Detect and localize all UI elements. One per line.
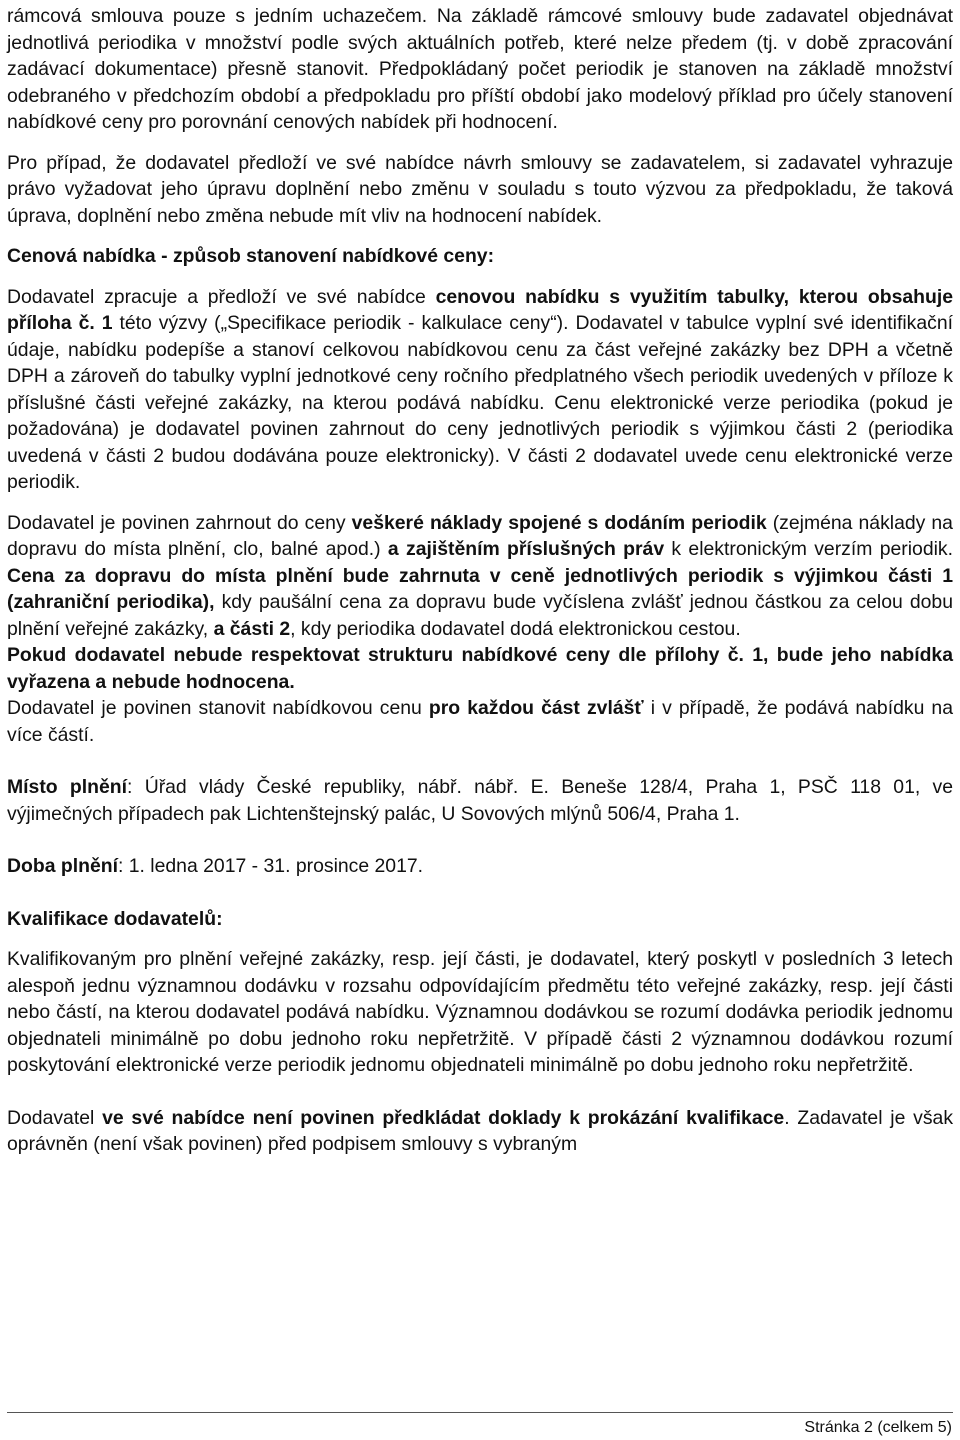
bold-span: a zajištěním příslušných práv	[387, 538, 665, 560]
document-page	[7, 0, 953, 1158]
text-span: . Zadavatel je však oprávněn (není však povinen) před podpisem smlouvy s vybraným	[7, 1106, 954, 1155]
paragraph-place-of-performance	[7, 774, 953, 827]
heading-price-offer: Cenová nabídka - způsob stanovení nabídkové ceny:	[7, 245, 495, 267]
text-span: Dodavatel	[7, 1106, 103, 1129]
term-text: : 1. ledna 2017 - 31. prosince 2017.	[117, 855, 424, 877]
text-span: této výzvy („Specifikace periodik - kalkulace ceny“). Dodavatel v tabulce vyplní své identifikační údaje, nabídku podepíše a stanoví celkovou nabídkovou cenu za část veřejné zakázky bez DPH a včetně DPH a zároveň do tabulky vyplní jednotkové ceny ročního předplatného všech periodik uvedených v příloze k příslušné části veřejné zakázky, na kterou podává nabídku. Cenu elektronické verze periodika (pokud je požadována) je dodavatel povinen zahrnout do ceny jednotlivých periodik s výjimkou části 2 (periodika uvedená v části 2 budou dodávána pouze elektronicky). V části 2 dodavatel uvede cenu elektronické verze periodik.	[7, 312, 953, 493]
text-span: k elektronickým verzím periodik.	[664, 538, 953, 560]
paragraph-price-table	[7, 284, 953, 496]
place-text: : Úřad vlády České republiky, nábř. nábř. E. Beneše 128/4, Praha 1, PSČ 118 01, ve výjimečných případech pak Lichtenštejnský palác, U Sovových mlýnů 506/4, Praha 1.	[7, 776, 954, 825]
text-span: (zejména náklady na dopravu do místa plnění, clo, balné apod.)	[7, 511, 953, 560]
footer-divider	[7, 1412, 953, 1413]
bold-span: cenovou nabídku s využitím tabulky, kterou obsahuje příloha č. 1	[7, 285, 953, 334]
text-span: kdy paušální cena za dopravu bude vyčíslena zvlášť jednou částkou za celou dobu plnění veřejné zakázky,	[7, 591, 953, 640]
paragraph-qualification: Kvalifikovaným pro plnění veřejné zakázky, resp. její části, je dodavatel, který poskytl v posledních 3 letech alespoň jednu významnou dodávku v rozsahu odpovídajícím předmětu této veřejné zakázky, resp. její části nebo částí, na kterou dodavatel podává nabídku. Významnou dodávkou se rozumí dodávka periodik jednomu objednateli minimálně po dobu jednoho roku nepřetržitě. V případě části 2 významnou dodávkou rozumí poskytování elektronické verze periodik jednomu objednateli minimálně po dobu jednoho roku nepřetržitě.	[7, 948, 953, 1076]
bold-span: Cena za dopravu do místa plnění bude zahrnuta v ceně jednotlivých periodik s výjimkou části 1 (zahraniční periodika),	[7, 564, 953, 613]
term-label: Doba plnění	[7, 855, 118, 877]
paragraph-framework-contract: rámcová smlouva pouze s jedním uchazečem. Na základě rámcové smlouvy bude zadavatel objednávat jednotlivá periodika v množství podle svých aktuálních potřeb, které nelze předem (tj. v době zpracování zadávací dokumentace) přesně stanovit. Předpokládaný počet periodik je stanoven na základě množství odebraného v předchozím období a předpokladu pro příští období jako modelový příklad pro účely stanovení nabídkové ceny pro porovnání cenových nabídek při hodnocení.	[7, 5, 953, 133]
bold-span: a části 2	[213, 617, 291, 640]
text-span: Dodavatel zpracuje a předloží ve své nabídce	[7, 285, 436, 308]
bold-span: Pokud dodavatel nebude respektovat strukturu nabídkové ceny dle přílohy č. 1, bude jeho nabídka vyřazena a nebude hodnocena.	[7, 644, 953, 693]
place-label: Místo plnění	[7, 776, 128, 798]
text-span: i v případě, že podává nabídku na více částí.	[7, 697, 954, 746]
paragraph-qualification-documents	[7, 1105, 953, 1158]
text-span: Dodavatel je povinen zahrnout do ceny	[7, 511, 352, 534]
bold-span: pro každou část zvlášť	[428, 697, 644, 719]
bold-span: veškeré náklady spojené s dodáním periodik	[351, 511, 767, 534]
bold-span: ve své nabídce není povinen předkládat doklady k prokázání kvalifikace	[102, 1106, 785, 1129]
text-span: Dodavatel je povinen stanovit nabídkovou cenu	[7, 697, 429, 719]
paragraph-price-costs	[7, 510, 953, 749]
paragraph-contract-proposal: Pro případ, že dodavatel předloží ve své nabídce návrh smlouvy se zadavatelem, si zadavatel vyhrazuje právo vyžadovat jeho úpravu doplnění nebo změnu v souladu s touto výzvou za předpokladu, že taková úprava, doplnění nebo změna nebude mít vliv na hodnocení nabídek.	[7, 151, 953, 227]
heading-qualification: Kvalifikace dodavatelů:	[7, 907, 223, 930]
page-number: Stránka 2 (celkem 5)	[804, 1419, 952, 1436]
paragraph-term-of-performance	[7, 853, 953, 880]
text-span: , kdy periodika dodavatel dodá elektronickou cestou.	[290, 617, 741, 640]
